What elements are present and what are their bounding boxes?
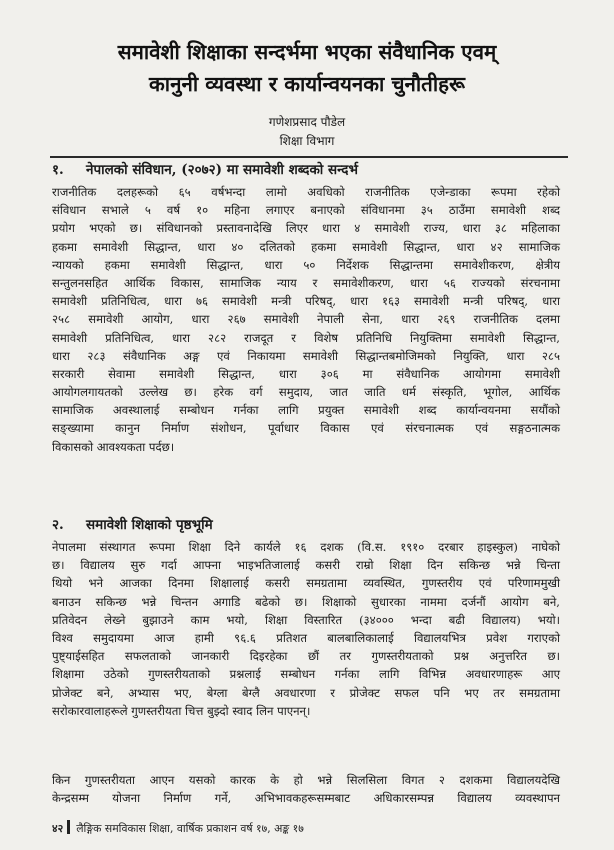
paragraph-line: केन्द्रसम्म योजना निर्माण गर्ने, अभिभावकहरूसम्मबाट अधिकारसम्पन्न विद्यालय व्यवस्थापन: [52, 791, 560, 806]
author-block: [0, 113, 614, 151]
section-divider: [50, 156, 568, 158]
paragraph-line: न्यायको हकमा समावेशी सिद्धान्त, धारा ५० निर्देशक सिद्धान्तमा समावेशीकरण, क्षेत्रीय: [52, 257, 560, 272]
paragraph-line: किन गुणस्तरीयता आएन यसको कारक के हो भन्ने सिलसिला विगत २ दशकमा विद्यालयदेखि: [52, 773, 560, 787]
paragraph-line: विकासको आवश्यकता पर्दछ।: [52, 439, 175, 454]
paragraph-line: सङ्ख्यामा कानुन निर्माण संशोधन, पूर्वाधार विकास एवं संरचनात्मक एवं सङ्गठनात्मक: [52, 421, 560, 436]
paragraph-line: २५८ समावेशी आयोग, धारा २६७ समावेशी नेपाली सेना, धारा २६९ राजनीतिक दलमा: [52, 312, 560, 327]
section-1-heading: [52, 160, 358, 178]
section-1-title: नेपालको संविधान, (२०७२) मा समावेशी शब्दको सन्दर्भ: [86, 162, 358, 178]
paragraph-line: आयोगलगायतको उल्लेख छ। हरेक वर्ग समुदाय, जात जाति धर्म संस्कृति, भूगोल, आर्थिक: [52, 385, 560, 400]
section-2-heading: [52, 515, 213, 533]
footer-divider-bar: [67, 820, 70, 834]
section-1-number: १.: [52, 162, 64, 178]
paragraph-line: सामाजिक अवस्थालाई सम्बोधन गर्नका लागि प्रयुक्त समावेशी शब्द कार्यान्वयनमा सयौंको: [52, 403, 560, 418]
paragraph-line: सरकारी सेवामा समावेशी सिद्धान्त, धारा ३०६ मा संवैधानिक आयोगमा समावेशी: [52, 366, 560, 381]
paragraph-line: सन्तुलनसहित आर्थिक विकास, सामाजिक न्याय र समावेशीकरण, धारा ५६ राज्यको संरचनामा: [52, 275, 560, 290]
paragraph-line: पुष्ट्याईसहित सफलताको जानकारी दिइरहेका छौं तर गुणस्तरीयताको प्रश्न अनुत्तरित छ।: [52, 649, 560, 664]
paragraph-line: समावेशी प्रतिनिधित्व, धारा २८२ राजदूत र विशेष प्रतिनिधि नियुक्तिमा समावेशी सिद्धान्त,: [52, 330, 560, 345]
section-2-paragraph-2: [52, 771, 560, 807]
paragraph-line: राजनीतिक दलहरूको ६५ वर्षभन्दा लामो अवधिको राजनीतिक एजेन्डाका रूपमा रहेको: [52, 185, 560, 199]
paragraph-line: छ। विद्यालय सुरु गर्दा आफ्ना भाइभतिजालाई कसरी राम्रो शिक्षा दिन सकिन्छ भन्ने चिन्ता: [52, 558, 560, 573]
journal-citation: लैङ्गिक समविकास शिक्षा, वार्षिक प्रकाशन वर्ष १७, अङ्क १७: [76, 822, 304, 835]
title-line-1: समावेशी शिक्षाका सन्दर्भमा भएका संवैधानिक एवम्: [117, 40, 497, 64]
page-footer: [52, 820, 304, 836]
section-1-paragraph: [52, 183, 560, 456]
paragraph-line: प्रोजेक्ट बने, अभ्यास भए, बेग्ला बेग्लै अवधारणा र प्रोजेक्ट सफल पनि भए तर समग्रतामा: [52, 685, 560, 700]
paragraph-line: शिक्षामा उठेको गुणस्तरीयताको प्रश्नलाई सम्बोधन गर्नका लागि विभिन्न अवधारणाहरू आए: [52, 667, 560, 682]
article-title: [40, 36, 574, 100]
paragraph-line: समावेशी प्रतिनिधित्व, धारा ७६ समावेशी मन्त्री परिषद्, धारा १६३ समावेशी मन्त्री परिषद्, धारा: [52, 294, 560, 309]
section-2-number: २.: [52, 517, 64, 533]
paragraph-line: विश्व समुदायमा आज हामी ९६.६ प्रतिशत बालबालिकालाई विद्यालयभित्र प्रवेश गराएको: [52, 630, 560, 645]
author-name: गणेशप्रसाद पौडेल: [268, 115, 346, 129]
section-2-paragraph-1: [52, 538, 560, 720]
page-number: ४२: [52, 822, 64, 835]
paragraph-line: सरोकारवालाहरूले गुणस्तरीयता चित्त बुझ्दो स्वाद लिन पाएनन्।: [52, 703, 311, 718]
paragraph-line: नेपालमा संस्थागत रूपमा शिक्षा दिने कार्यले १६ दशक (वि.स. १९१० दरबार हाइस्कुल) नाघेको: [52, 540, 560, 554]
paragraph-line: थियो भने आजका दिनमा शिक्षालाई कसरी समग्रतामा व्यवस्थित, गुणस्तरीय एवं परिणाममुखी: [52, 576, 560, 591]
paragraph-line: बनाउन सकिन्छ भन्ने चिन्तन अगाडि बढेको छ। शिक्षाको सुधारका नाममा दर्जनौं आयोग बने,: [52, 594, 560, 609]
paragraph-line: प्रयोग भएको छ। संविधानको प्रस्तावनादेखि लिएर धारा ४ समावेशी राज्य, धारा ३८ महिलाका: [52, 221, 560, 236]
paragraph-line: संविधान सभाले ५ वर्ष १० महिना लगाएर बनाएको संविधानमा ३५ ठाउँमा समावेशी शब्द: [52, 203, 560, 218]
paragraph-line: हकमा समावेशी सिद्धान्त, धारा ४० दलितको हकमा समावेशी सिद्धान्त, धारा ४२ सामाजिक: [52, 239, 560, 254]
paragraph-line: धारा २८३ संवैधानिक अङ्ग एवं निकायमा समावेशी सिद्धान्तबमोजिमको नियुक्ति, धारा २८५: [52, 348, 560, 363]
author-affiliation: शिक्षा विभाग: [279, 134, 335, 148]
section-2-title: समावेशी शिक्षाको पृष्ठभूमि: [86, 517, 213, 533]
paragraph-line: प्रतिवेदन लेख्ने बुझाउने काम भयो, शिक्षा विस्तारित (३४००० भन्दा बढी विद्यालय) भयो।: [52, 612, 560, 627]
title-line-2: कानुनी व्यवस्था र कार्यान्वयनका चुनौतीहरू: [149, 72, 465, 96]
